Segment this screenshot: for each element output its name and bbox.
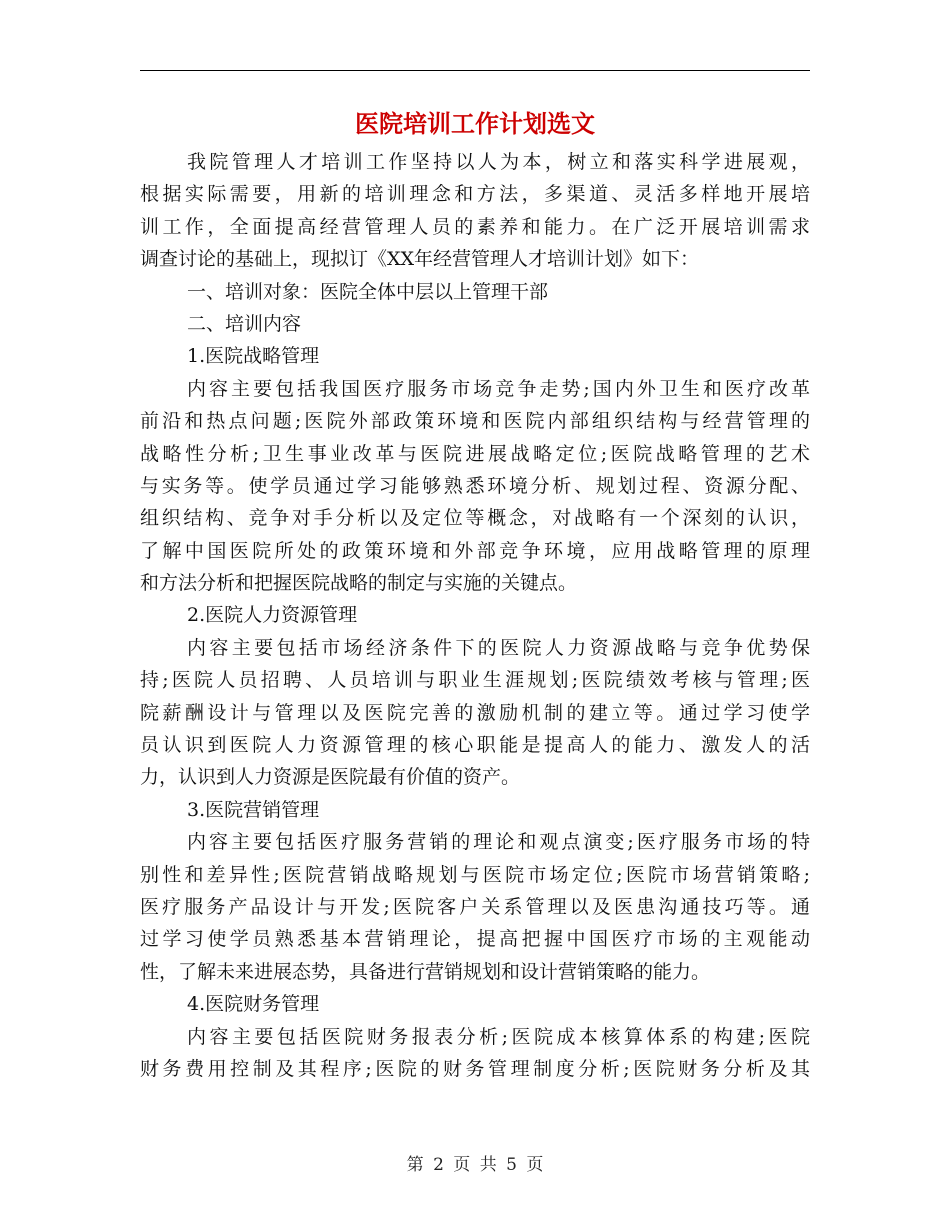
text-line: 2.医院人力资源管理: [187, 604, 358, 627]
header-rule: [140, 70, 810, 71]
text-line: 1.医院战略管理: [187, 345, 320, 368]
text-line: 员认识到医院人力资源管理的核心职能是提高人的能力、激发人的活: [140, 734, 810, 757]
text-line: 组织结构、竞争对手分析以及定位等概念，对战略有一个深刻的认识，: [140, 507, 810, 530]
page-number-footer: 第 2 页 共 5 页: [406, 1155, 544, 1175]
text-line: 二、培训内容: [187, 312, 302, 335]
text-line: 调查讨论的基础上，现拟订《XX年经营管理人才培训计划》如下：: [140, 248, 700, 271]
document-body: [140, 146, 810, 1085]
text-line: 别性和差异性;医院营销战略规划与医院市场定位;医院市场营销策略;: [140, 863, 810, 886]
text-line: 一、培训对象：医院全体中层以上管理干部: [187, 280, 549, 303]
document-title: 医院培训工作计划选文: [355, 109, 595, 138]
text-line: 战略性分析;卫生事业改革与医院进展战略定位;医院战略管理的艺术: [140, 442, 810, 465]
text-line: 过学习使学员熟悉基本营销理论，提高把握中国医疗市场的主观能动: [140, 928, 810, 951]
text-line: 院薪酬设计与管理以及医院完善的激励机制的建立等。通过学习使学: [140, 701, 810, 724]
text-line: 内容主要包括医院财务报表分析;医院成本核算体系的构建;医院: [187, 1025, 810, 1048]
text-line: 前沿和热点问题;医院外部政策环境和医院内部组织结构与经营管理的: [140, 410, 810, 433]
text-line: 医疗服务产品设计与开发;医院客户关系管理以及医患沟通技巧等。通: [140, 895, 810, 918]
text-line: 与实务等。使学员通过学习能够熟悉环境分析、规划过程、资源分配、: [140, 474, 810, 497]
text-line: 财务费用控制及其程序;医院的财务管理制度分析;医院财务分析及其: [140, 1057, 810, 1080]
text-line: 根据实际需要，用新的培训理念和方法，多渠道、灵活多样地开展培: [140, 183, 810, 206]
text-line: 3.医院营销管理: [187, 798, 320, 821]
text-line: 内容主要包括医疗服务营销的理论和观点演变;医疗服务市场的特: [187, 831, 810, 854]
text-line: 力，认识到人力资源是医院最有价值的资产。: [140, 766, 521, 789]
text-line: 内容主要包括我国医疗服务市场竞争走势;国内外卫生和医疗改革: [187, 377, 810, 400]
text-line: 持;医院人员招聘、人员培训与职业生涯规划;医院绩效考核与管理;医: [140, 669, 810, 692]
text-line: 训工作，全面提高经营管理人员的素养和能力。在广泛开展培训需求: [140, 215, 810, 238]
text-line: 4.医院财务管理: [187, 993, 320, 1016]
text-line: 性，了解未来进展态势，具备进行营销规划和设计营销策略的能力。: [140, 960, 711, 983]
text-line: 内容主要包括市场经济条件下的医院人力资源战略与竞争优势保: [187, 636, 810, 659]
text-line: 和方法分析和把握医院战略的制定与实施的关键点。: [140, 572, 578, 595]
text-line: 我院管理人才培训工作坚持以人为本，树立和落实科学进展观，: [187, 151, 810, 173]
text-line: 了解中国医院所处的政策环境和外部竞争环境，应用战略管理的原理: [140, 539, 810, 562]
